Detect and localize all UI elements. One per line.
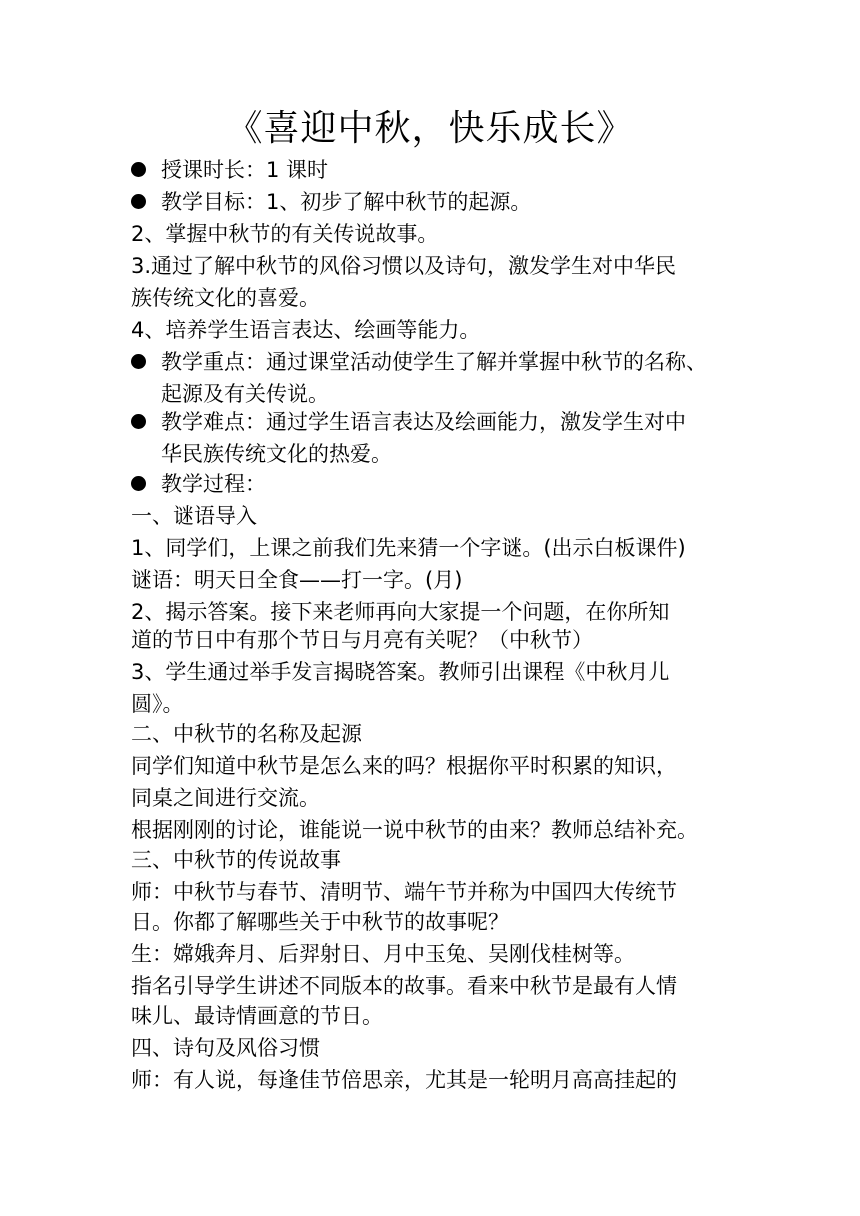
text-line: 指名引导学生讲述不同版本的故事。看来中秋节是最有人情 (131, 974, 677, 998)
text-line: 生：嫦娥奔月、后羿射日、月中玉兔、吴刚伐桂树等。 (131, 942, 635, 966)
text-line: 同桌之间进行交流。 (131, 786, 320, 810)
section-heading: 一、谜语导入 (131, 504, 257, 528)
bullet-icon (131, 414, 146, 429)
text-line: 师：中秋节与春节、清明节、端午节并称为中国四大传统节 (131, 880, 677, 904)
text-line: 味儿、最诗情画意的节日。 (131, 1004, 383, 1028)
bullet-icon (131, 194, 146, 209)
bullet-icon (131, 476, 146, 491)
section-heading: 三、中秋节的传说故事 (131, 848, 341, 872)
text-line: 谜语：明天日全食——打一字。(月) (131, 568, 463, 592)
bullet-text: 教学重点：通过课堂活动使学生了解并掌握中秋节的名称、 (161, 350, 707, 374)
bullet-text: 教学难点：通过学生语言表达及绘画能力，激发学生对中 (161, 410, 686, 434)
bullet-text: 授课时长：1 课时 (161, 158, 329, 182)
bullet-icon (131, 354, 146, 369)
bullet-icon (131, 162, 146, 177)
text-line: 同学们知道中秋节是怎么来的吗？根据你平时积累的知识， (131, 754, 677, 778)
text-line: 2、掌握中秋节的有关传说故事。 (131, 222, 439, 246)
text-line: 1、同学们，上课之前我们先来猜一个字谜。(出示白板课件) (131, 536, 686, 560)
document-title: 《喜迎中秋，快乐成长》 (226, 108, 634, 149)
text-line: 族传统文化的喜爱。 (131, 286, 320, 310)
text-line: 2、揭示答案。接下来老师再向大家提一个问题，在你所知 (131, 600, 670, 624)
text-line: 3.通过了解中秋节的风俗习惯以及诗句，激发学生对中华民 (131, 254, 677, 278)
section-heading: 四、诗句及风俗习惯 (131, 1036, 320, 1060)
text-line: 3、学生通过举手发言揭晓答案。教师引出课程《中秋月儿 (131, 660, 670, 684)
bullet-continuation: 起源及有关传说。 (161, 382, 329, 406)
text-line: 师：有人说，每逢佳节倍思亲，尤其是一轮明月高高挂起的 (131, 1068, 677, 1092)
section-heading: 二、中秋节的名称及起源 (131, 722, 362, 746)
text-line: 4、培养学生语言表达、绘画等能力。 (131, 318, 481, 342)
bullet-text: 教学过程： (161, 472, 266, 496)
bullet-continuation: 华民族传统文化的热爱。 (161, 442, 392, 466)
text-line: 日。你都了解哪些关于中秋节的故事呢？ (131, 910, 509, 934)
text-line: 道的节日中有那个节日与月亮有关呢？（中秋节） (131, 628, 593, 652)
text-line: 根据刚刚的讨论，谁能说一说中秋节的由来？教师总结补充。 (131, 818, 698, 842)
bullet-text: 教学目标：1、初步了解中秋节的起源。 (161, 190, 532, 214)
text-line: 圆》。 (131, 692, 184, 716)
